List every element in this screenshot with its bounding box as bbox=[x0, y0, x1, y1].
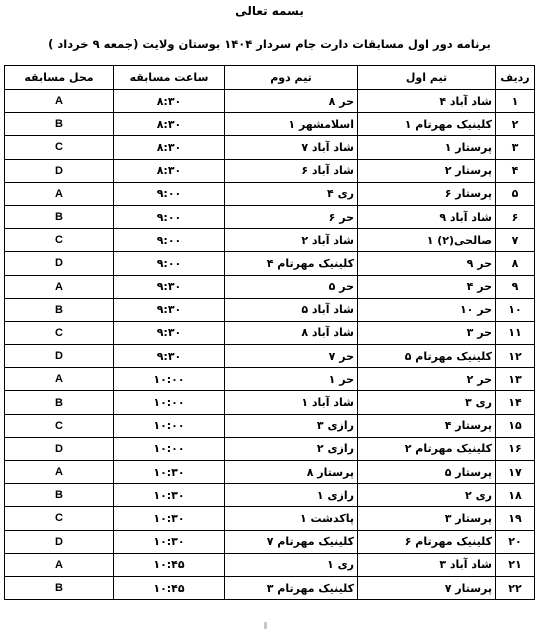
document-heading: بسمه تعالی bbox=[235, 4, 304, 18]
table-row bbox=[5, 90, 535, 113]
time-cell: ۹:۰۰ bbox=[114, 205, 225, 228]
time-cell: ۸:۳۰ bbox=[114, 113, 225, 136]
team2-cell: حر ۶ bbox=[225, 205, 358, 228]
header-team1: تیم اول bbox=[358, 66, 496, 90]
table-row bbox=[5, 205, 535, 228]
team2-cell: شاد آباد ۱ bbox=[225, 391, 358, 414]
team1-cell: پرستار ۴ bbox=[358, 414, 496, 437]
row-index: ۷ bbox=[496, 229, 535, 252]
team2-cell: کلینیک مهرتام ۴ bbox=[225, 252, 358, 275]
venue-cell: A bbox=[5, 275, 114, 298]
time-cell: ۹:۰۰ bbox=[114, 229, 225, 252]
time-cell: ۹:۳۰ bbox=[114, 345, 225, 368]
row-index: ۱۲ bbox=[496, 345, 535, 368]
row-index: ۱۸ bbox=[496, 484, 535, 507]
team1-cell: حر ۱۰ bbox=[358, 298, 496, 321]
time-cell: ۱۰:۰۰ bbox=[114, 414, 225, 437]
team1-cell: صالحی(۲) ۱ bbox=[358, 229, 496, 252]
table-header-row bbox=[5, 66, 535, 90]
header-time: ساعت مسابقه bbox=[114, 66, 225, 90]
time-cell: ۱۰:۳۰ bbox=[114, 484, 225, 507]
venue-cell: C bbox=[5, 229, 114, 252]
document-title: برنامه دور اول مسابقات دارت جام سردار ۱۴۰۴ بوستان ولایت (جمعه ۹ خرداد ) bbox=[48, 37, 491, 51]
time-cell: ۹:۳۰ bbox=[114, 275, 225, 298]
team2-cell: حر ۵ bbox=[225, 275, 358, 298]
scroll-marker bbox=[264, 622, 267, 629]
table-body bbox=[5, 90, 535, 600]
team2-cell: پاکدشت ۱ bbox=[225, 507, 358, 530]
team1-cell: شاد آباد ۳ bbox=[358, 553, 496, 576]
time-cell: ۸:۳۰ bbox=[114, 159, 225, 182]
team2-cell: حر ۸ bbox=[225, 90, 358, 113]
row-index: ۱۱ bbox=[496, 321, 535, 344]
header-venue: محل مسابقه bbox=[5, 66, 114, 90]
header-index: ردیف bbox=[496, 66, 535, 90]
team1-cell: حر ۹ bbox=[358, 252, 496, 275]
team2-cell: اسلامشهر ۱ bbox=[225, 113, 358, 136]
table-row bbox=[5, 530, 535, 553]
team1-cell: کلینیک مهرتام ۵ bbox=[358, 345, 496, 368]
team1-cell: پرستار ۳ bbox=[358, 507, 496, 530]
time-cell: ۹:۰۰ bbox=[114, 252, 225, 275]
team1-cell: پرستار ۲ bbox=[358, 159, 496, 182]
row-index: ۱۰ bbox=[496, 298, 535, 321]
table-row bbox=[5, 345, 535, 368]
team2-cell: شاد آباد ۵ bbox=[225, 298, 358, 321]
row-index: ۵ bbox=[496, 182, 535, 205]
row-index: ۴ bbox=[496, 159, 535, 182]
table-row bbox=[5, 113, 535, 136]
time-cell: ۱۰:۰۰ bbox=[114, 391, 225, 414]
team1-cell: پرستار ۱ bbox=[358, 136, 496, 159]
table-row bbox=[5, 252, 535, 275]
venue-cell: C bbox=[5, 136, 114, 159]
team2-cell: شاد آباد ۸ bbox=[225, 321, 358, 344]
venue-cell: B bbox=[5, 298, 114, 321]
table-row bbox=[5, 229, 535, 252]
venue-cell: C bbox=[5, 414, 114, 437]
row-index: ۱۵ bbox=[496, 414, 535, 437]
table-row bbox=[5, 368, 535, 391]
team1-cell: پرستار ۵ bbox=[358, 461, 496, 484]
row-index: ۲ bbox=[496, 113, 535, 136]
table-row bbox=[5, 576, 535, 599]
time-cell: ۹:۳۰ bbox=[114, 298, 225, 321]
team1-cell: پرستار ۶ bbox=[358, 182, 496, 205]
time-cell: ۸:۳۰ bbox=[114, 136, 225, 159]
team2-cell: رازی ۱ bbox=[225, 484, 358, 507]
time-cell: ۱۰:۴۵ bbox=[114, 553, 225, 576]
team2-cell: کلینیک مهرتام ۳ bbox=[225, 576, 358, 599]
row-index: ۲۱ bbox=[496, 553, 535, 576]
venue-cell: D bbox=[5, 252, 114, 275]
row-index: ۱۳ bbox=[496, 368, 535, 391]
team1-cell: کلینیک مهرتام ۱ bbox=[358, 113, 496, 136]
team2-cell: رازی ۲ bbox=[225, 437, 358, 460]
table-row bbox=[5, 182, 535, 205]
team2-cell: رازی ۳ bbox=[225, 414, 358, 437]
team1-cell: حر ۳ bbox=[358, 321, 496, 344]
table-row bbox=[5, 414, 535, 437]
table-row bbox=[5, 321, 535, 344]
time-cell: ۱۰:۴۵ bbox=[114, 576, 225, 599]
time-cell: ۸:۳۰ bbox=[114, 90, 225, 113]
row-index: ۲۰ bbox=[496, 530, 535, 553]
venue-cell: A bbox=[5, 461, 114, 484]
time-cell: ۱۰:۰۰ bbox=[114, 437, 225, 460]
team1-cell: شاد آباد ۴ bbox=[358, 90, 496, 113]
time-cell: ۹:۰۰ bbox=[114, 182, 225, 205]
row-index: ۱۶ bbox=[496, 437, 535, 460]
team1-cell: حر ۴ bbox=[358, 275, 496, 298]
table-row bbox=[5, 136, 535, 159]
table-row bbox=[5, 391, 535, 414]
table-row bbox=[5, 159, 535, 182]
team2-cell: شاد آباد ۷ bbox=[225, 136, 358, 159]
table-row bbox=[5, 484, 535, 507]
team2-cell: حر ۱ bbox=[225, 368, 358, 391]
venue-cell: B bbox=[5, 113, 114, 136]
venue-cell: A bbox=[5, 182, 114, 205]
row-index: ۱۴ bbox=[496, 391, 535, 414]
venue-cell: B bbox=[5, 484, 114, 507]
row-index: ۲۲ bbox=[496, 576, 535, 599]
team2-cell: ری ۱ bbox=[225, 553, 358, 576]
team1-cell: شاد آباد ۹ bbox=[358, 205, 496, 228]
time-cell: ۱۰:۳۰ bbox=[114, 507, 225, 530]
venue-cell: D bbox=[5, 530, 114, 553]
table-row bbox=[5, 553, 535, 576]
header-team2: تیم دوم bbox=[225, 66, 358, 90]
team2-cell: ری ۴ bbox=[225, 182, 358, 205]
time-cell: ۱۰:۰۰ bbox=[114, 368, 225, 391]
row-index: ۳ bbox=[496, 136, 535, 159]
team1-cell: کلینیک مهرتام ۶ bbox=[358, 530, 496, 553]
schedule-table bbox=[4, 65, 535, 600]
row-index: ۱۹ bbox=[496, 507, 535, 530]
team1-cell: پرستار ۷ bbox=[358, 576, 496, 599]
team1-cell: کلینیک مهرتام ۲ bbox=[358, 437, 496, 460]
venue-cell: C bbox=[5, 321, 114, 344]
time-cell: ۱۰:۳۰ bbox=[114, 530, 225, 553]
row-index: ۹ bbox=[496, 275, 535, 298]
venue-cell: D bbox=[5, 345, 114, 368]
team1-cell: ری ۳ bbox=[358, 391, 496, 414]
table-row bbox=[5, 437, 535, 460]
team1-cell: حر ۲ bbox=[358, 368, 496, 391]
row-index: ۶ bbox=[496, 205, 535, 228]
time-cell: ۹:۳۰ bbox=[114, 321, 225, 344]
row-index: ۱ bbox=[496, 90, 535, 113]
team2-cell: حر ۷ bbox=[225, 345, 358, 368]
team2-cell: شاد آباد ۲ bbox=[225, 229, 358, 252]
team1-cell: ری ۲ bbox=[358, 484, 496, 507]
table-row bbox=[5, 507, 535, 530]
venue-cell: C bbox=[5, 507, 114, 530]
team2-cell: کلینیک مهرتام ۷ bbox=[225, 530, 358, 553]
venue-cell: B bbox=[5, 576, 114, 599]
venue-cell: A bbox=[5, 553, 114, 576]
table-row bbox=[5, 298, 535, 321]
row-index: ۱۷ bbox=[496, 461, 535, 484]
team2-cell: پرستار ۸ bbox=[225, 461, 358, 484]
venue-cell: B bbox=[5, 391, 114, 414]
venue-cell: D bbox=[5, 437, 114, 460]
venue-cell: D bbox=[5, 159, 114, 182]
time-cell: ۱۰:۳۰ bbox=[114, 461, 225, 484]
row-index: ۸ bbox=[496, 252, 535, 275]
team2-cell: شاد آباد ۶ bbox=[225, 159, 358, 182]
venue-cell: A bbox=[5, 90, 114, 113]
venue-cell: B bbox=[5, 205, 114, 228]
table-row bbox=[5, 275, 535, 298]
venue-cell: A bbox=[5, 368, 114, 391]
table-row bbox=[5, 461, 535, 484]
